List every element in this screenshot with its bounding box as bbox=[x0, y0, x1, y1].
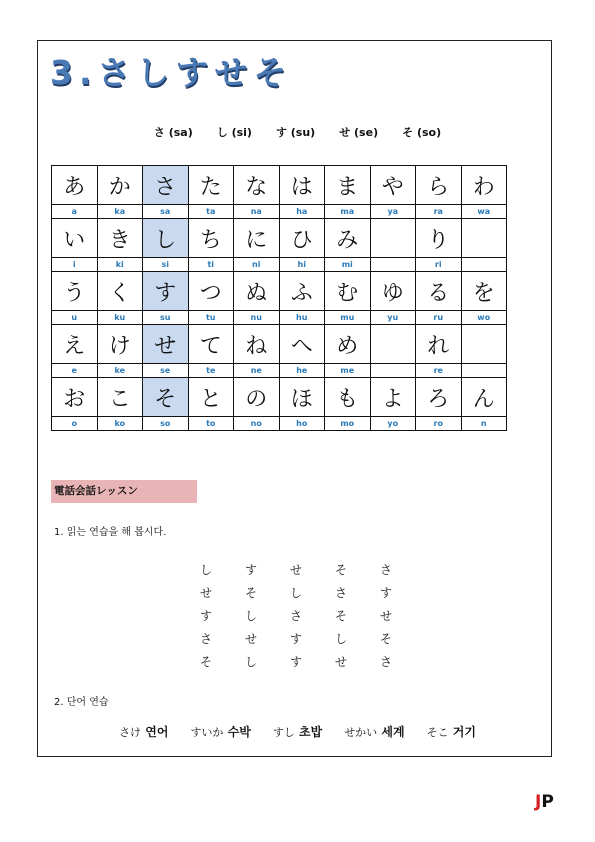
drill-kana: し bbox=[335, 632, 348, 646]
kana-cell: ゆ bbox=[370, 272, 416, 311]
kana-cell: と bbox=[188, 378, 234, 417]
kana-cell: ほ bbox=[279, 378, 325, 417]
romaji-cell bbox=[461, 364, 507, 378]
romaji-cell: ra bbox=[416, 205, 462, 219]
word-meaning: 연어 bbox=[145, 725, 169, 739]
drill-kana: そ bbox=[335, 609, 348, 623]
romaji-cell: ka bbox=[97, 205, 143, 219]
kana-cell: も bbox=[325, 378, 371, 417]
kana-cell: せ bbox=[143, 325, 189, 364]
reading-guide bbox=[0, 124, 595, 140]
word-kana: そこ bbox=[426, 726, 449, 739]
kana-cell: ん bbox=[461, 378, 507, 417]
reading-sa: さ (sa) bbox=[153, 126, 193, 139]
romaji-cell: su bbox=[143, 311, 189, 325]
romaji-cell bbox=[370, 258, 416, 272]
kana-cell: こ bbox=[97, 378, 143, 417]
kana-cell: え bbox=[52, 325, 98, 364]
romaji-cell: te bbox=[188, 364, 234, 378]
drill-kana: せ bbox=[245, 632, 258, 646]
word-kana: さけ bbox=[119, 726, 142, 739]
kana-cell: る bbox=[416, 272, 462, 311]
kana-cell: そ bbox=[143, 378, 189, 417]
word-kana: すし bbox=[272, 726, 295, 739]
romaji-cell: wo bbox=[461, 311, 507, 325]
drill-kana: し bbox=[245, 655, 258, 669]
kana-row bbox=[52, 378, 507, 417]
romaji-cell: ho bbox=[279, 417, 325, 431]
kana-cell: り bbox=[416, 219, 462, 258]
drill-kana: す bbox=[290, 655, 303, 669]
kana-row bbox=[52, 166, 507, 205]
romaji-cell: ru bbox=[416, 311, 462, 325]
kana-cell: み bbox=[325, 219, 371, 258]
drill-row bbox=[200, 627, 425, 650]
romaji-cell: ku bbox=[97, 311, 143, 325]
romaji-row bbox=[52, 364, 507, 378]
drill-row bbox=[200, 604, 425, 627]
drill-kana: し bbox=[290, 586, 303, 600]
romaji-cell: ko bbox=[97, 417, 143, 431]
kana-cell: む bbox=[325, 272, 371, 311]
kana-cell: め bbox=[325, 325, 371, 364]
kana-cell: ら bbox=[416, 166, 462, 205]
romaji-cell: si bbox=[143, 258, 189, 272]
kana-cell: つ bbox=[188, 272, 234, 311]
kana-cell: う bbox=[52, 272, 98, 311]
romaji-cell: ta bbox=[188, 205, 234, 219]
kana-cell: か bbox=[97, 166, 143, 205]
romaji-cell: i bbox=[52, 258, 98, 272]
kana-row bbox=[52, 219, 507, 258]
romaji-cell: se bbox=[143, 364, 189, 378]
kana-cell: ね bbox=[234, 325, 280, 364]
romaji-cell: nu bbox=[234, 311, 280, 325]
word-kana: せかい bbox=[344, 726, 378, 739]
romaji-row bbox=[52, 258, 507, 272]
romaji-cell: ti bbox=[188, 258, 234, 272]
hiragana-chart bbox=[51, 165, 507, 431]
reading-si: し (si) bbox=[216, 126, 252, 139]
kana-cell: ま bbox=[325, 166, 371, 205]
romaji-cell: ke bbox=[97, 364, 143, 378]
kana-row bbox=[52, 325, 507, 364]
kana-cell: を bbox=[461, 272, 507, 311]
kana-row bbox=[52, 272, 507, 311]
romaji-cell: ro bbox=[416, 417, 462, 431]
romaji-cell: mi bbox=[325, 258, 371, 272]
drill-kana: し bbox=[245, 609, 258, 623]
kana-cell bbox=[461, 325, 507, 364]
drill-kana: そ bbox=[335, 563, 348, 577]
romaji-row bbox=[52, 417, 507, 431]
kana-cell bbox=[370, 219, 416, 258]
drill-row bbox=[200, 650, 425, 673]
kana-cell: さ bbox=[143, 166, 189, 205]
drill-kana: す bbox=[290, 632, 303, 646]
drill-kana: す bbox=[380, 586, 393, 600]
drill-kana: そ bbox=[245, 586, 258, 600]
page-title: 3.さしすせそ bbox=[50, 53, 293, 92]
romaji-row bbox=[52, 311, 507, 325]
romaji-cell: o bbox=[52, 417, 98, 431]
kana-cell: ぬ bbox=[234, 272, 280, 311]
romaji-cell: hi bbox=[279, 258, 325, 272]
romaji-cell: ha bbox=[279, 205, 325, 219]
romaji-cell: mu bbox=[325, 311, 371, 325]
lesson-heading: 電話会話レッスン bbox=[51, 480, 197, 503]
word-meaning: 세계 bbox=[381, 725, 405, 739]
romaji-cell: ne bbox=[234, 364, 280, 378]
romaji-cell: hu bbox=[279, 311, 325, 325]
drill-kana: さ bbox=[380, 655, 393, 669]
romaji-cell bbox=[461, 258, 507, 272]
kana-cell: に bbox=[234, 219, 280, 258]
romaji-cell: a bbox=[52, 205, 98, 219]
reading-drill bbox=[200, 558, 425, 673]
romaji-cell: so bbox=[143, 417, 189, 431]
kana-cell: ひ bbox=[279, 219, 325, 258]
word-kana: すいか bbox=[190, 726, 224, 739]
exercise-1-title: 1. 읽는 연습을 해 봅시다. bbox=[54, 527, 167, 538]
word-meaning: 수박 bbox=[227, 725, 251, 739]
kana-cell: へ bbox=[279, 325, 325, 364]
kana-cell bbox=[461, 219, 507, 258]
romaji-cell: yo bbox=[370, 417, 416, 431]
romaji-row bbox=[52, 205, 507, 219]
jp-logo bbox=[535, 792, 554, 812]
word-practice bbox=[0, 723, 595, 740]
romaji-cell: wa bbox=[461, 205, 507, 219]
kana-cell: わ bbox=[461, 166, 507, 205]
word-meaning: 초밥 bbox=[299, 725, 323, 739]
kana-cell bbox=[370, 325, 416, 364]
kana-cell: の bbox=[234, 378, 280, 417]
kana-cell: た bbox=[188, 166, 234, 205]
exercise-2-title: 2. 단어 연습 bbox=[54, 697, 109, 708]
romaji-cell: ri bbox=[416, 258, 462, 272]
reading-so: そ (so) bbox=[402, 126, 442, 139]
drill-kana: せ bbox=[335, 655, 348, 669]
word-item bbox=[190, 723, 250, 740]
drill-kana: さ bbox=[380, 563, 393, 577]
drill-kana: せ bbox=[200, 586, 213, 600]
drill-kana: す bbox=[245, 563, 258, 577]
reading-su: す (su) bbox=[275, 126, 316, 139]
romaji-cell: mo bbox=[325, 417, 371, 431]
romaji-cell: u bbox=[52, 311, 98, 325]
word-item bbox=[344, 723, 404, 740]
drill-kana: さ bbox=[200, 632, 213, 646]
word-meaning: 거기 bbox=[452, 725, 476, 739]
romaji-cell: na bbox=[234, 205, 280, 219]
kana-cell: く bbox=[97, 272, 143, 311]
drill-kana: し bbox=[200, 563, 213, 577]
romaji-cell: ki bbox=[97, 258, 143, 272]
word-item bbox=[119, 723, 168, 740]
drill-kana: さ bbox=[290, 609, 303, 623]
kana-cell: お bbox=[52, 378, 98, 417]
romaji-cell: ya bbox=[370, 205, 416, 219]
romaji-cell: tu bbox=[188, 311, 234, 325]
drill-kana: せ bbox=[380, 609, 393, 623]
drill-kana: す bbox=[200, 609, 213, 623]
kana-cell: い bbox=[52, 219, 98, 258]
romaji-cell: re bbox=[416, 364, 462, 378]
romaji-cell: e bbox=[52, 364, 98, 378]
kana-cell: は bbox=[279, 166, 325, 205]
kana-cell: し bbox=[143, 219, 189, 258]
romaji-cell: n bbox=[461, 417, 507, 431]
romaji-cell: yu bbox=[370, 311, 416, 325]
kana-cell: す bbox=[143, 272, 189, 311]
word-item bbox=[273, 723, 322, 740]
kana-cell: れ bbox=[416, 325, 462, 364]
romaji-cell: no bbox=[234, 417, 280, 431]
kana-cell: て bbox=[188, 325, 234, 364]
kana-cell: や bbox=[370, 166, 416, 205]
kana-cell: よ bbox=[370, 378, 416, 417]
drill-row bbox=[200, 581, 425, 604]
kana-cell: な bbox=[234, 166, 280, 205]
kana-cell: ろ bbox=[416, 378, 462, 417]
kana-cell: き bbox=[97, 219, 143, 258]
romaji-cell: ni bbox=[234, 258, 280, 272]
romaji-cell: to bbox=[188, 417, 234, 431]
drill-kana: せ bbox=[290, 563, 303, 577]
romaji-cell: ma bbox=[325, 205, 371, 219]
logo-p: P bbox=[541, 792, 554, 812]
reading-se: せ (se) bbox=[339, 126, 379, 139]
romaji-cell: sa bbox=[143, 205, 189, 219]
romaji-cell: me bbox=[325, 364, 371, 378]
kana-cell: け bbox=[97, 325, 143, 364]
logo-j: J bbox=[535, 792, 542, 812]
kana-cell: あ bbox=[52, 166, 98, 205]
romaji-cell: he bbox=[279, 364, 325, 378]
kana-cell: ふ bbox=[279, 272, 325, 311]
romaji-cell bbox=[370, 364, 416, 378]
drill-kana: さ bbox=[335, 586, 348, 600]
word-item bbox=[427, 723, 476, 740]
drill-kana: そ bbox=[380, 632, 393, 646]
drill-row bbox=[200, 558, 425, 581]
drill-kana: そ bbox=[200, 655, 213, 669]
kana-cell: ち bbox=[188, 219, 234, 258]
